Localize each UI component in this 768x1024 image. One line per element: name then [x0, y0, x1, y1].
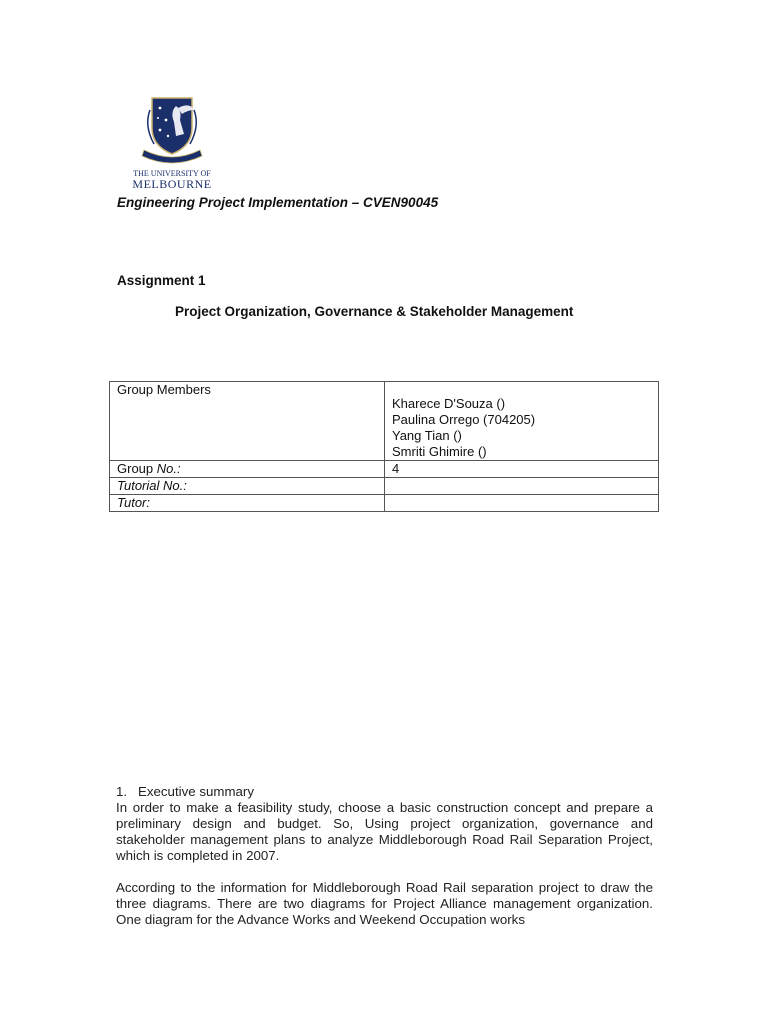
executive-summary-section — [116, 784, 653, 928]
logo-line1: THE UNIVERSITY OF — [133, 169, 211, 178]
tutor-value — [385, 495, 659, 512]
assignment-heading: Assignment 1 — [117, 273, 206, 288]
table-row — [110, 495, 659, 512]
group-members-cell — [385, 382, 659, 461]
group-no-value: 4 — [385, 461, 659, 478]
logo-line2: MELBOURNE — [132, 177, 212, 190]
list-item: Smriti Ghimire () — [392, 444, 487, 459]
section-heading-text: Executive summary — [138, 784, 255, 799]
group-no-label-suffix: No.: — [156, 461, 181, 476]
list-item: Paulina Orrego (704205) — [392, 412, 536, 427]
summary-paragraph-1: In order to make a feasibility study, choose a basic construction concept and prepare a preliminary design and budget. So, Using project organization, governance and stakeholder management plans to analyze Middleborough Road Rail Separation Project, which is completed in 2007. — [116, 800, 653, 863]
course-title: Engineering Project Implementation – CVEN90045 — [117, 195, 439, 210]
tutor-label: Tutor: — [110, 495, 385, 512]
section-number: 1. — [116, 784, 128, 799]
project-title: Project Organization, Governance & Stakeholder Management — [175, 304, 574, 319]
university-logo — [120, 90, 224, 190]
group-no-label — [110, 461, 385, 478]
table-row — [110, 382, 659, 461]
summary-paragraph-2: According to the information for Middleborough Road Rail separation project to draw the three diagrams. There are two diagrams for Project Alliance management organization. One diagram for the Advance Works and Weekend Occupation works — [116, 880, 653, 927]
tutorial-no-label: Tutorial No.: — [110, 478, 385, 495]
group-no-label-prefix: Group — [117, 461, 157, 476]
list-item: Kharece D'Souza () — [392, 396, 506, 411]
group-members-label: Group Members — [110, 382, 385, 461]
section-heading — [116, 784, 653, 800]
group-info-table — [109, 381, 659, 512]
tutorial-no-value — [385, 478, 659, 495]
members-list — [392, 382, 651, 460]
list-item: Yang Tian () — [392, 428, 462, 443]
university-crest-icon — [120, 90, 224, 190]
table-row — [110, 461, 659, 478]
table-row — [110, 478, 659, 495]
